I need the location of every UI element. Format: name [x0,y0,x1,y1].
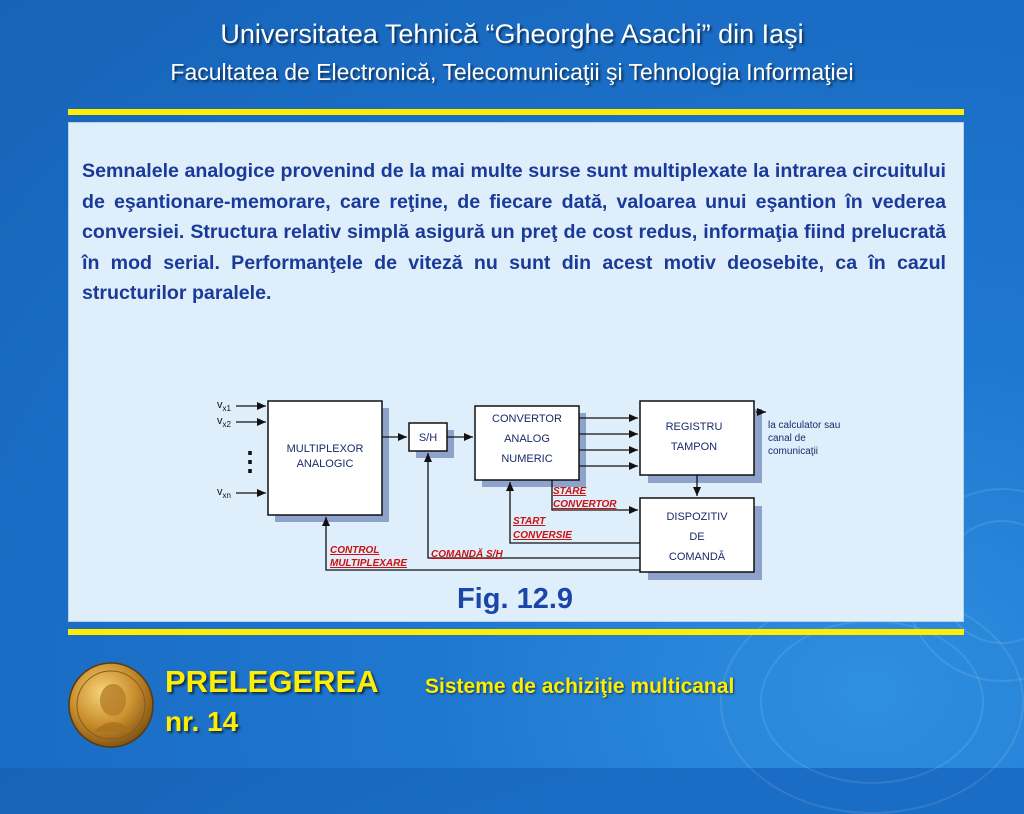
faculty-subtitle: Facultatea de Electronică, Telecomunicaţii şi Tehnologia Informaţiei [170,59,854,85]
signal-comanda-sh: COMANDĂ S/H [431,549,503,560]
output-note-line2: canal de [768,433,806,444]
input-ellipsis: ⋮ [237,446,263,476]
signal-control-line1: CONTROL [330,545,380,556]
sh-label: S/H [418,432,438,444]
register-block [640,401,754,475]
medal-logo [68,662,154,748]
command-label-line1: DISPOZITIV [666,511,728,523]
signal-stare-line1: STARE [553,486,587,497]
adc-label-line2: ANALOG [504,433,550,445]
university-title: Universitatea Tehnică “Gheorghe Asachi” din Iaşi [220,19,804,49]
adc-label-line1: CONVERTOR [492,413,562,425]
input-label-vx2: $v_{x2}$ [217,415,231,429]
figure-caption: Fig. 12.9 [456,583,574,615]
adc-label-line3: NUMERIC [501,453,553,465]
output-note-line1: la calculator sau [768,420,841,431]
register-label-line1: REGISTRU [665,421,723,433]
mux-label-line2: ANALOGIC [296,458,354,470]
lecture-topic: Sisteme de achiziţie multicanal [425,675,735,698]
input-label-vx1: $v_{x1}$ [217,399,231,413]
mux-label-line1: MULTIPLEXOR [286,443,364,455]
signal-start-line1: START [513,516,546,527]
output-note-line3: comunicaţii [768,446,819,457]
command-label-line2: DE [689,531,705,543]
command-label-line3: COMANDĂ [668,551,726,563]
lecture-label: PRELEGEREA [165,664,379,699]
register-label-line2: TAMPON [670,441,718,453]
signal-start-line2: CONVERSIE [513,530,572,541]
signal-control-line2: MULTIPLEXARE [330,558,408,569]
input-label-vxn: $v_{xn}$ [217,486,231,500]
body-paragraph: Semnalele analogice provenind de la mai multe surse sunt multiplexate la intrarea circuitului de eşantionare-memorare, care reţine, de fiecare dată, valoarea unui eşantion în vederea conversiei. Structura relativ simplă asigură un preţ de cost redus, informaţia fiind prelucrată în mod serial. Performanţele de viteză nu sunt din acest motiv deosebite, ca în cazul structurilor paralele. [82,160,946,304]
signal-stare-line2: CONVERTOR [553,499,617,510]
lecture-number: nr. 14 [165,706,239,737]
